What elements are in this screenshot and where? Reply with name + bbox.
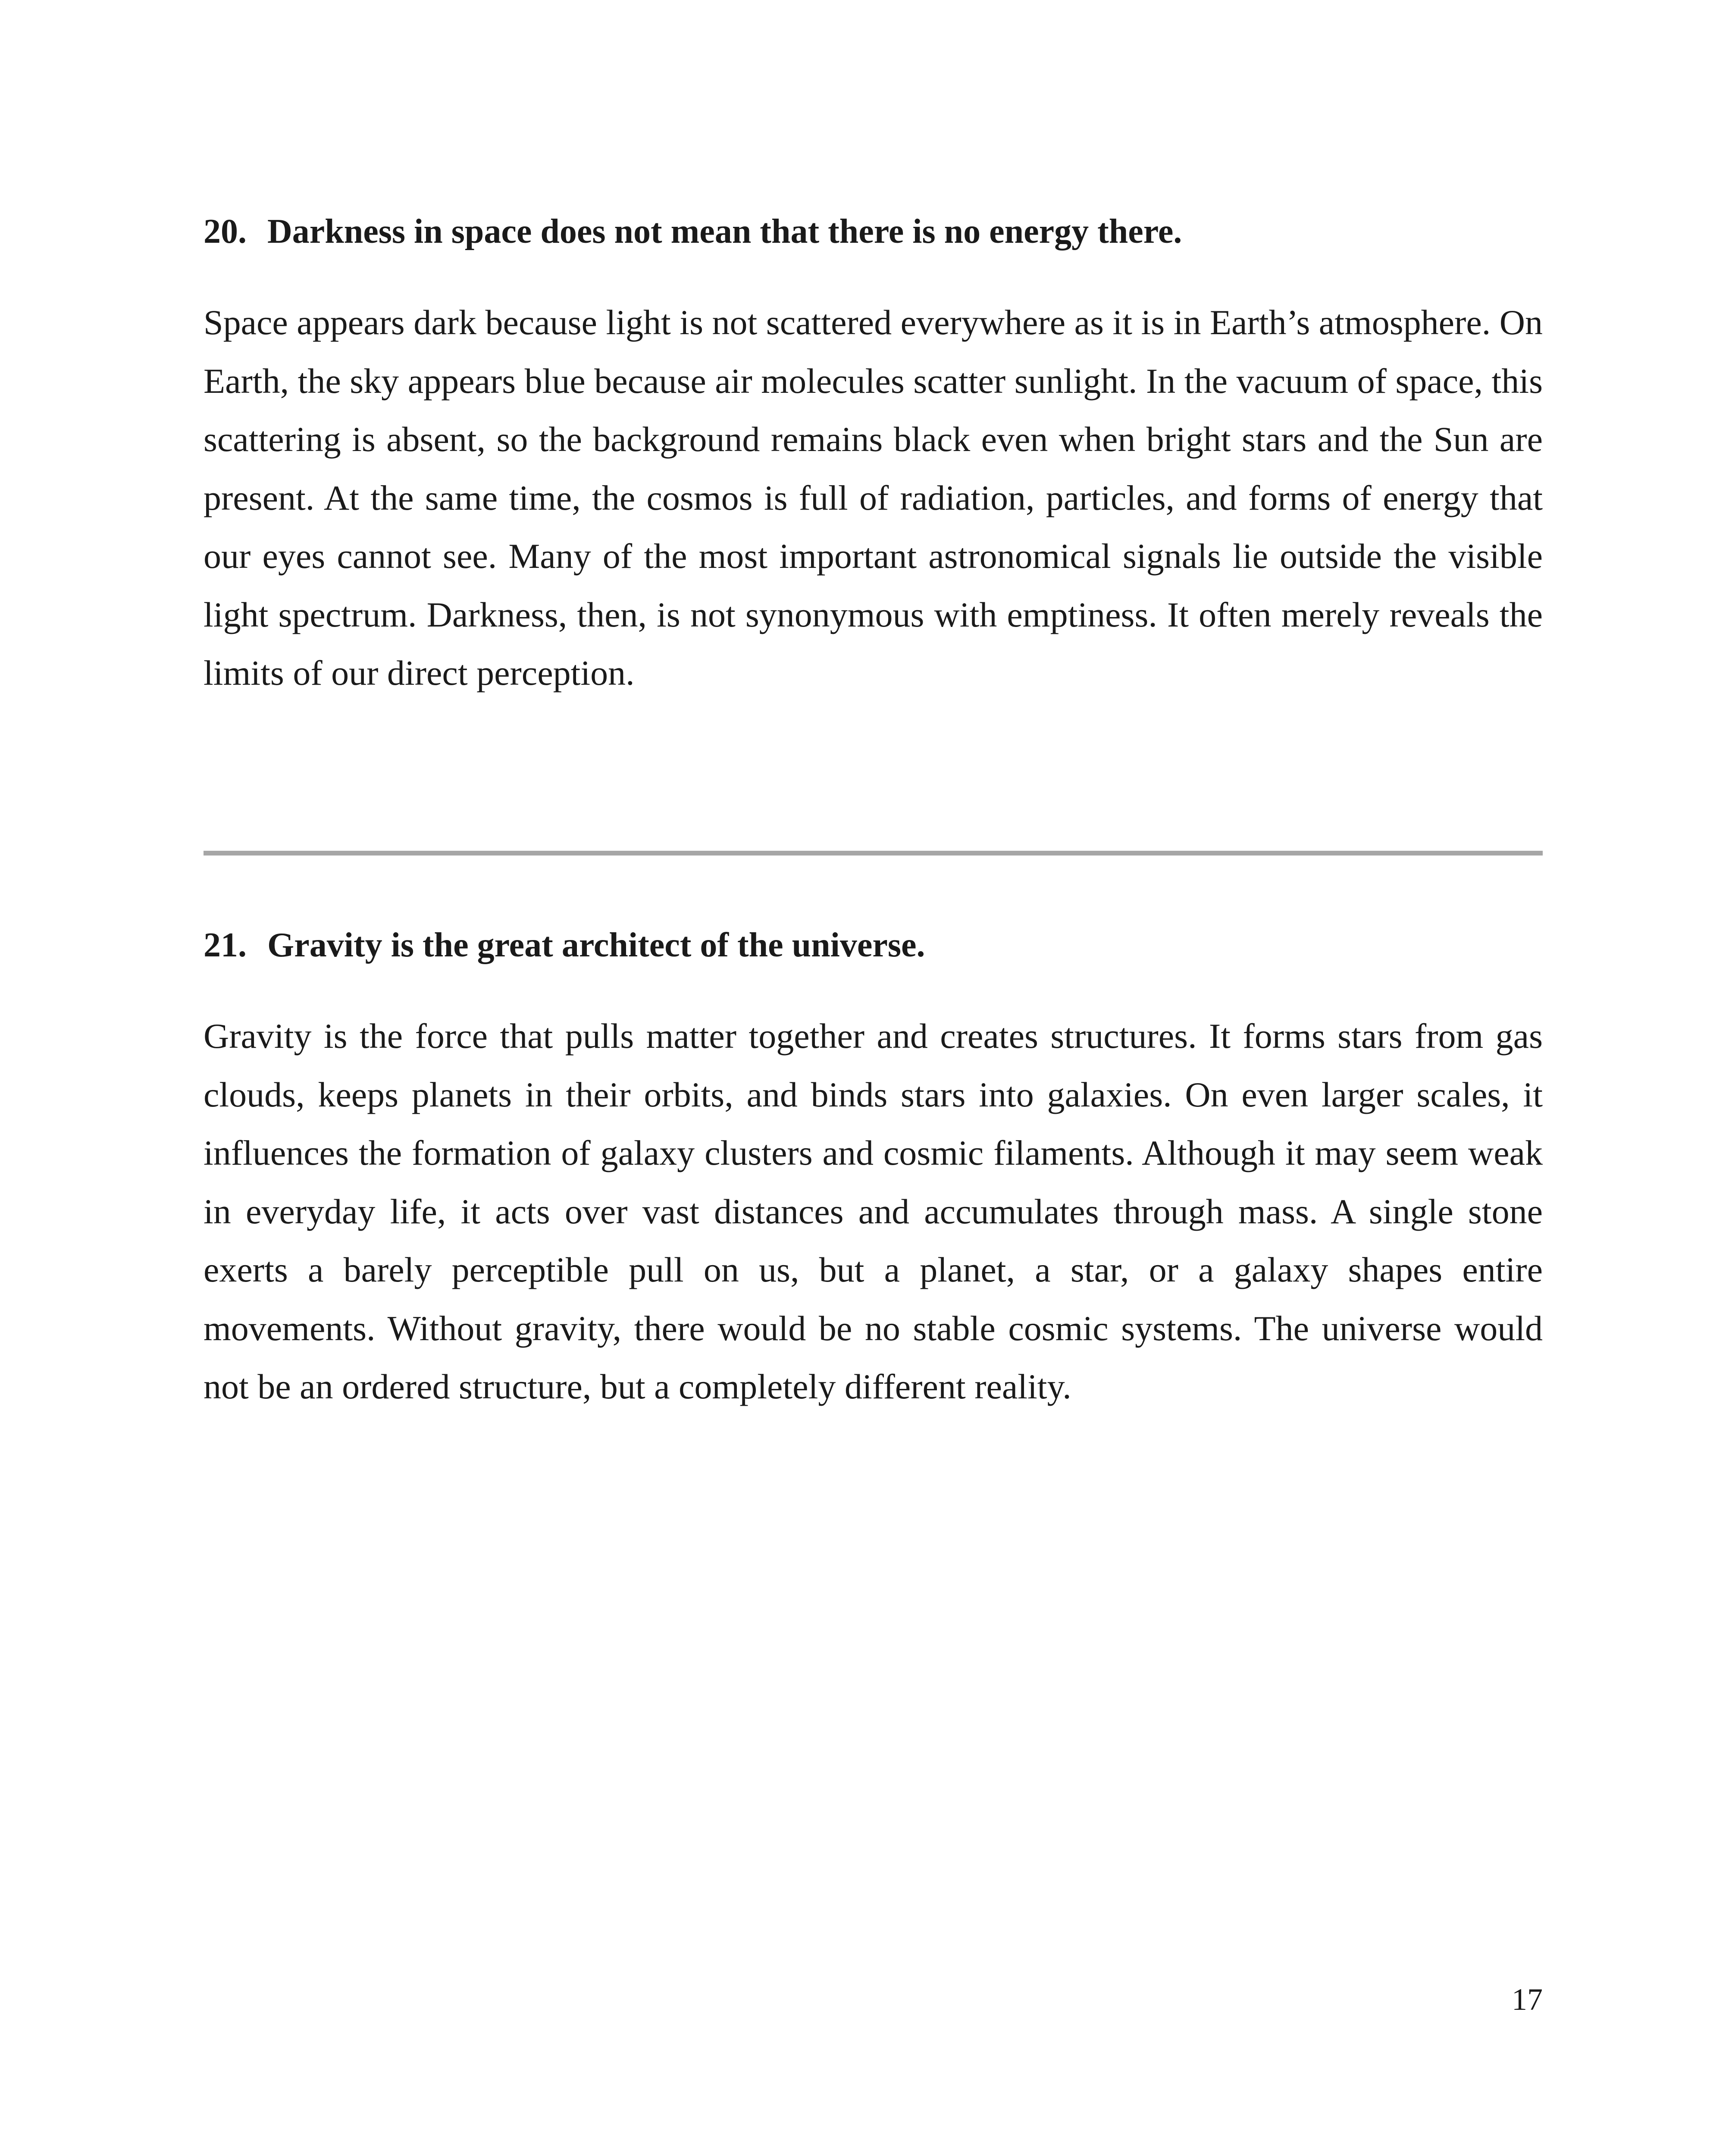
section-heading [204, 916, 1543, 974]
section-21 [204, 916, 1543, 1416]
section-divider [204, 851, 1543, 856]
section-body: Space appears dark because light is not scattered everywhere as it is in Earth’s atmosphere. On Earth, the sky appears blue because air molecules scatter sunlight. In the vacuum of space, this scattering is absent, so the background remains black even when bright stars and the Sun are present. At the same time, the cosmos is full of radiation, particles, and forms of energy that our eyes cannot see. Many of the most important astronomical signals lie outside the visible light spectrum. Darkness, then, is not synonymous with emptiness. It often merely reveals the limits of our direct perception. [204, 303, 1543, 693]
section-title: Gravity is the great architect of the universe. [267, 926, 925, 964]
section-heading [204, 203, 1543, 260]
section-body: Gravity is the force that pulls matter together and creates structures. It forms stars from gas clouds, keeps planets in their orbits, and binds stars into galaxies. On even larger scales, it influences the formation of galaxy clusters and cosmic filaments. Although it may seem weak in everyday life, it acts over vast distances and accumulates through mass. A single stone exerts a barely perceptible pull on us, but a planet, a star, or a galaxy shapes entire movements. Without gravity, there would be no stable cosmic systems. The universe would not be an ordered structure, but a completely different reality. [204, 1016, 1543, 1406]
section-number: 21. [204, 926, 247, 964]
section-title: Darkness in space does not mean that there is no energy there. [267, 213, 1182, 251]
section-number: 20. [204, 213, 247, 251]
section-20 [204, 203, 1543, 702]
page-number: 17 [1512, 1982, 1543, 2017]
